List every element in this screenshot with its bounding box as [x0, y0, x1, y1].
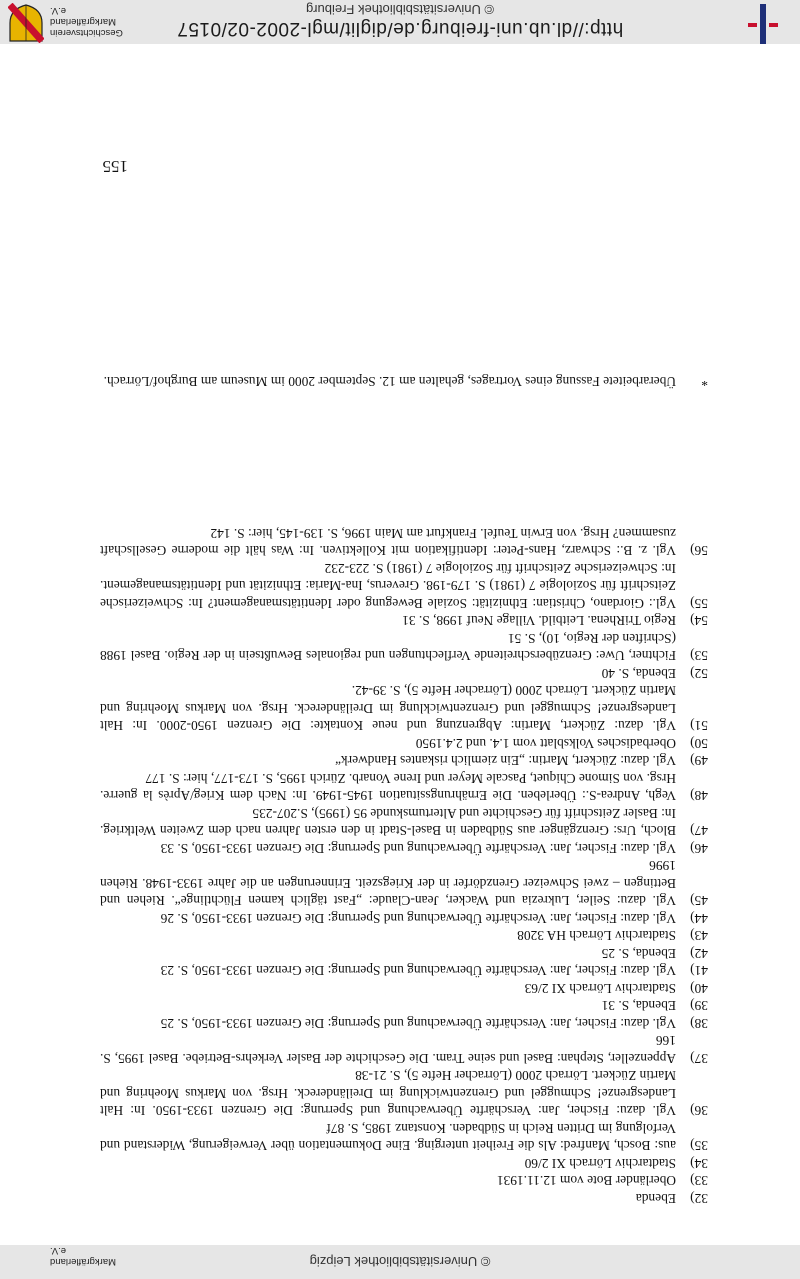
endnote-number: 44)	[690, 911, 708, 926]
endnote-number: 51)	[690, 718, 708, 734]
endnote-text: Bloch, Urs: Grenzgänger aus Südbaden in Basel-Stadt in den ersten Jahren nach dem Zweiten Weltkrieg. In: Basler Zeitschrift für Geschichte und Altertumskunde 95 (1995), S.207-235	[100, 806, 676, 839]
endnote-text: Vgl. dazu: Zückert, Martin: Abgrenzung und neue Kontakte: Die Grenzen 1950-2000. In: Halt Landesgrenze! Schmuggel und Grenzentwicklung im Dreiländereck. Hrsg. von Markus Moehring und Martin Zückert. Lörrach 2000 (Lörracher Hefte 5), S. 39-42.	[100, 683, 676, 734]
endnote-text: Oberländer Bote vom 12.11.1931	[496, 1173, 676, 1189]
endnote-number: 50)	[690, 736, 708, 751]
header-publisher-label: Markgräflerland e.V.	[50, 1245, 116, 1267]
endnote-text: Fichtner, Uwe: Grenzüberschreitende Verflechtungen und regionales Bewußtsein in der Regio. Basel 1988 (Schriften der Regio, 10), S. 51	[100, 631, 676, 664]
footer-bar	[0, 0, 800, 44]
endnote	[100, 805, 708, 840]
endnote-number: 43)	[690, 928, 708, 944]
endnote-number: 55)	[690, 596, 708, 611]
endnote-number: 32)	[690, 1191, 708, 1206]
endnote-number: 36)	[690, 1103, 708, 1119]
endnote	[100, 980, 708, 998]
endnote	[100, 665, 708, 683]
endnote-text: Vgl. dazu: Fischer, Jan: Verschärfte Überwachung und Sperrung: Die Grenzen 1933-1950, S. 26	[160, 911, 676, 926]
endnote	[100, 1120, 708, 1155]
endnote-list	[100, 525, 708, 1208]
document-body	[100, 373, 708, 1207]
endnote	[100, 1155, 708, 1173]
endnote	[100, 735, 708, 753]
endnote-text: Vgl. dazu: Fischer, Jan: Verschärfte Überwachung und Sperrung: Die Grenzen 1933-1950, S. 33	[160, 841, 676, 856]
endnote-text: Stadtarchiv Lörrach HA 3208	[517, 928, 676, 944]
endnote-number: 38)	[690, 1016, 708, 1031]
endnote	[100, 1032, 708, 1067]
endnote-text: Stadtarchiv Lörrach XI 2/63	[524, 981, 676, 996]
endnote-number: 49)	[690, 753, 708, 769]
star-footnote-text: Überarbeitete Fassung eines Vortrages, gehalten am 12. September 2000 im Museum am Burghof/Lörrach.	[103, 374, 676, 390]
endnote	[100, 525, 708, 560]
endnote	[100, 927, 708, 945]
endnote	[100, 857, 708, 910]
endnote-text: Vgl. dazu: Fischer, Jan: Verschärfte Überwachung und Sperrung: Die Grenzen 1933-1950. In: Halt Landesgrenze! Schmuggel und Grenzentwicklung im Dreiländereck. Hrsg. von Markus Moehring und Martin Zückert. Lörrach 2000 (Lörracher Hefte 5), S. 21-38	[100, 1068, 676, 1119]
header-copyright: © Universitätsbibliothek Leipzig	[309, 1254, 491, 1269]
endnote	[100, 962, 708, 980]
page-number: 155	[102, 157, 128, 176]
endnote-text: Vgl.: Giordano, Christian: Ethnizität: Soziale Bewegung oder Identitätsmanagement? In: Schweizerische Zeitschrift für Soziologie 7 (1981) S. 179-198. Greverus, Ina-Maria: Ethnizität und Identitätsmanagement. In: Schweizerische Zeitschrift für Soziologie 7 (1981) S. 223-232	[100, 561, 676, 611]
endnote-text: aus: Bosch, Manfred: Als die Freiheit unterging. Eine Dokumentation über Verweigerung, Widerstand und Verfolgung im Dritten Reich in Südbaden. Konstanz 1985, S. 87f	[100, 1121, 676, 1154]
endnote-text: Regio TriRhena. Leitbild. Village Neuf 1998, S. 31	[402, 613, 676, 629]
endnote	[100, 560, 708, 613]
endnote-text: Ebenda, S. 25	[601, 946, 676, 961]
endnote-text: Vgl. dazu: Fischer, Jan: Verschärfte Überwachung und Sperrung: Die Grenzen 1933-1950, S. 25	[160, 1016, 676, 1031]
endnote-text: Oberbadisches Volksblatt vom 1.4. und 2.4.1950	[415, 736, 676, 751]
endnote-number: 37)	[690, 1051, 708, 1066]
endnote-number: 41)	[690, 963, 708, 979]
endnote-text: Vgl. dazu: Seiler, Lukrezia und Wacker, Jean-Claude: „Fast täglich kamen Flüchtlinge“. Riehen und Bettingen – zwei Schweizer Grenzdörfer in der Kriegszeit. Erinnerungen an die Jahre 1933-1948. Riehen 1996	[100, 858, 676, 909]
endnote-number: 53)	[690, 648, 708, 664]
coat-of-arms-icon	[8, 3, 44, 43]
endnote	[100, 630, 708, 665]
endnote-number: 40)	[690, 981, 708, 996]
endnote-text: Ebenda, S. 31	[601, 998, 676, 1014]
endnote-text: Ebenda, S. 40	[601, 666, 676, 681]
endnote-text: Ebenda	[635, 1191, 676, 1206]
endnote	[100, 612, 708, 630]
endnote	[100, 1190, 708, 1208]
endnote-number: 52)	[690, 666, 708, 681]
endnote	[100, 682, 708, 735]
publisher-label: Geschichtsverein Markgräflerland e.V.	[50, 5, 123, 38]
endnote-number: 33)	[690, 1173, 708, 1189]
endnote-number: 42)	[690, 946, 708, 961]
star-footnote	[100, 373, 708, 391]
endnote-text: Stadtarchiv Lörrach XI 2/60	[524, 1156, 676, 1171]
endnote-number: 35)	[690, 1138, 708, 1154]
endnote	[100, 770, 708, 805]
endnote-number: 45)	[690, 893, 708, 909]
endnote	[100, 910, 708, 928]
endnote	[100, 997, 708, 1015]
endnote	[100, 1067, 708, 1120]
endnote-number: 56)	[690, 543, 708, 559]
endnote-number: 47)	[690, 823, 708, 839]
endnote-text: Vgl. z. B.: Schwarz, Hans-Peter: Identifikation mit Kollektiven. In: Was hält die moderne Gesellschaft zusammen? Hrsg. von Erwin Teufel. Frankfurt am Main 1996, S. 139-145, hier: S. 142	[100, 526, 676, 559]
source-url[interactable]: http://dl.ub.uni-freiburg.de/diglit/mgl-2002-02/0157	[176, 18, 624, 39]
endnote-number: 48)	[690, 788, 708, 804]
endnote-number: 46)	[690, 841, 708, 856]
endnote	[100, 945, 708, 963]
endnote-text: Vgl. dazu: Zückert, Martin: „Ein ziemlich riskantes Handwerk“	[335, 753, 676, 769]
endnote-number: 54)	[690, 613, 708, 629]
header-bar-fragment	[0, 1245, 800, 1279]
star-footnote-marker: *	[701, 374, 708, 390]
endnote	[100, 1015, 708, 1033]
endnote	[100, 1172, 708, 1190]
endnote	[100, 840, 708, 858]
endnote-text: Vgl. dazu: Fischer, Jan: Verschärfte Überwachung und Sperrung: Die Grenzen 1933-1950, S. 23	[160, 963, 676, 979]
footer-copyright: © Universitätsbibliothek Freiburg	[305, 2, 495, 17]
endnote-number: 34)	[690, 1156, 708, 1171]
endnote-text: Vegh, Andrea-S.: Überleben. Die Ernährungssituation 1945-1949. In: Nach dem Krieg/Après la guerre. Hrsg. von Simone Chiquet, Pascale Meyer und Irene Vonarb. Zürich 1995, S. 173-177, hier: S. 177	[100, 771, 676, 804]
endnote-text: Appenzeller, Stephan: Basel und seine Tram. Die Geschichte der Basler Verkehrs-Betriebe. Basel 1995, S. 166	[100, 1033, 676, 1066]
endnote-number: 39)	[690, 998, 708, 1014]
endnote	[100, 752, 708, 770]
